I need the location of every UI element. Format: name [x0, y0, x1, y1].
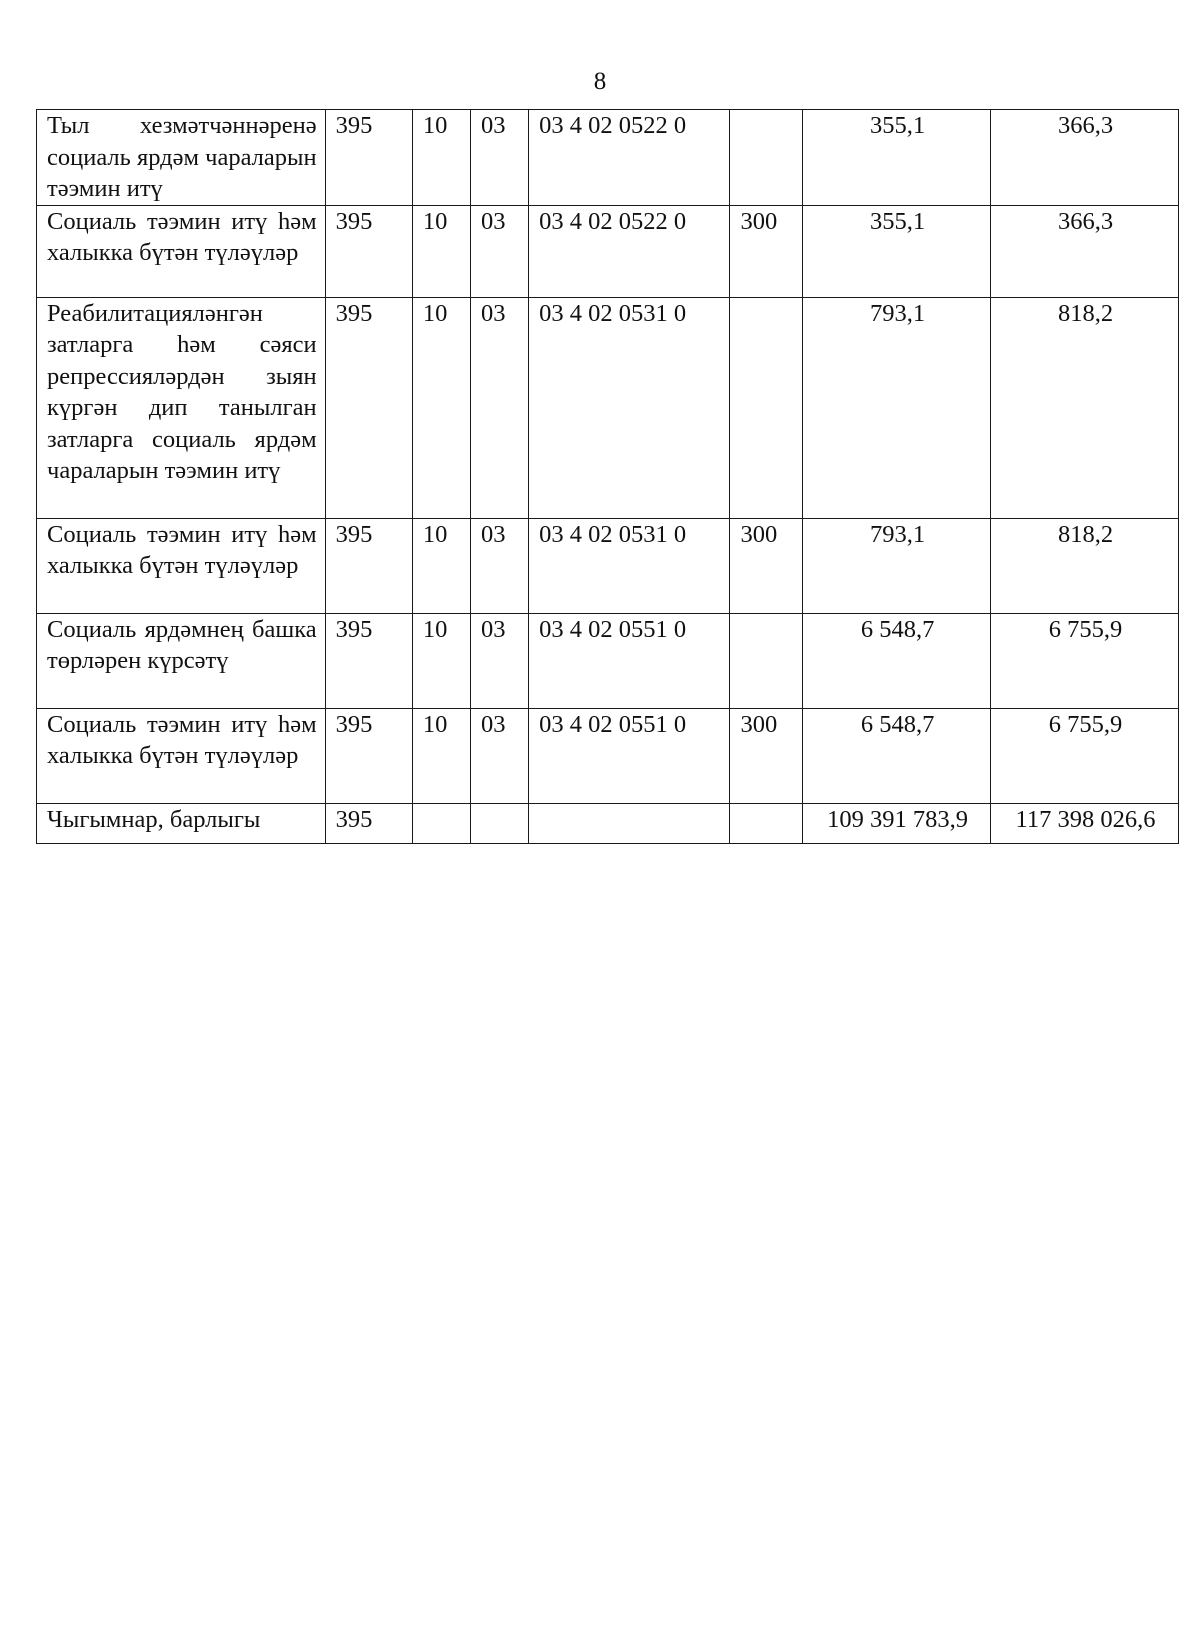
subsection-code: 03 [470, 205, 528, 297]
target-article-code: 03 4 02 0551 0 [529, 708, 730, 803]
target-article-code: 03 4 02 0531 0 [529, 297, 730, 518]
amount-year1: 793,1 [803, 518, 991, 613]
amount-year2: 818,2 [991, 518, 1179, 613]
ministry-code: 395 [325, 708, 412, 803]
section-code [412, 803, 470, 843]
expense-type-code [730, 803, 803, 843]
subsection-code: 03 [470, 708, 528, 803]
row-name: Тыл хезмәтчәннәренә социаль ярдәм чараларын тәэмин итү [37, 110, 326, 206]
subsection-code: 03 [470, 297, 528, 518]
amount-year1: 6 548,7 [803, 708, 991, 803]
row-name: Социаль ярдәмнең башка төрләрен күрсәтү [37, 613, 326, 708]
section-code: 10 [412, 297, 470, 518]
target-article-code [529, 803, 730, 843]
row-name: Социаль тәэмин итү һәм халыкка бүтән түләүләр [37, 205, 326, 297]
ministry-code: 395 [325, 297, 412, 518]
amount-year2: 6 755,9 [991, 613, 1179, 708]
target-article-code: 03 4 02 0522 0 [529, 205, 730, 297]
expense-type-code: 300 [730, 708, 803, 803]
table-row [37, 110, 1179, 206]
amount-year1: 355,1 [803, 110, 991, 206]
amount-year1: 6 548,7 [803, 613, 991, 708]
table-row [37, 613, 1179, 708]
amount-year1: 355,1 [803, 205, 991, 297]
section-code: 10 [412, 613, 470, 708]
ministry-code: 395 [325, 110, 412, 206]
page-number: 8 [593, 68, 607, 95]
target-article-code: 03 4 02 0531 0 [529, 518, 730, 613]
row-name: Реабилитацияләнгән затларга һәм сәяси репрессияләрдән зыян күргән дип танылган затларга социаль ярдәм чараларын тәэмин итү [37, 297, 326, 518]
row-name: Чыгымнар, барлыгы [37, 803, 326, 843]
amount-year1: 793,1 [803, 297, 991, 518]
expense-type-code [730, 297, 803, 518]
row-name: Социаль тәэмин итү һәм халыкка бүтән түләүләр [37, 708, 326, 803]
expense-type-code: 300 [730, 205, 803, 297]
section-code: 10 [412, 518, 470, 613]
expense-type-code: 300 [730, 518, 803, 613]
amount-year2: 117 398 026,6 [991, 803, 1179, 843]
ministry-code: 395 [325, 205, 412, 297]
total-row [37, 803, 1179, 843]
table-row [37, 518, 1179, 613]
ministry-code: 395 [325, 613, 412, 708]
table-row [37, 708, 1179, 803]
amount-year2: 366,3 [991, 205, 1179, 297]
table-row [37, 297, 1179, 518]
amount-year1: 109 391 783,9 [803, 803, 991, 843]
amount-year2: 6 755,9 [991, 708, 1179, 803]
table-row [37, 205, 1179, 297]
ministry-code: 395 [325, 803, 412, 843]
row-name: Социаль тәэмин итү һәм халыкка бүтән түләүләр [37, 518, 326, 613]
subsection-code: 03 [470, 518, 528, 613]
expense-type-code [730, 110, 803, 206]
amount-year2: 818,2 [991, 297, 1179, 518]
section-code: 10 [412, 110, 470, 206]
target-article-code: 03 4 02 0551 0 [529, 613, 730, 708]
budget-table [36, 109, 1179, 844]
expense-type-code [730, 613, 803, 708]
subsection-code: 03 [470, 613, 528, 708]
subsection-code [470, 803, 528, 843]
subsection-code: 03 [470, 110, 528, 206]
target-article-code: 03 4 02 0522 0 [529, 110, 730, 206]
ministry-code: 395 [325, 518, 412, 613]
section-code: 10 [412, 708, 470, 803]
section-code: 10 [412, 205, 470, 297]
amount-year2: 366,3 [991, 110, 1179, 206]
